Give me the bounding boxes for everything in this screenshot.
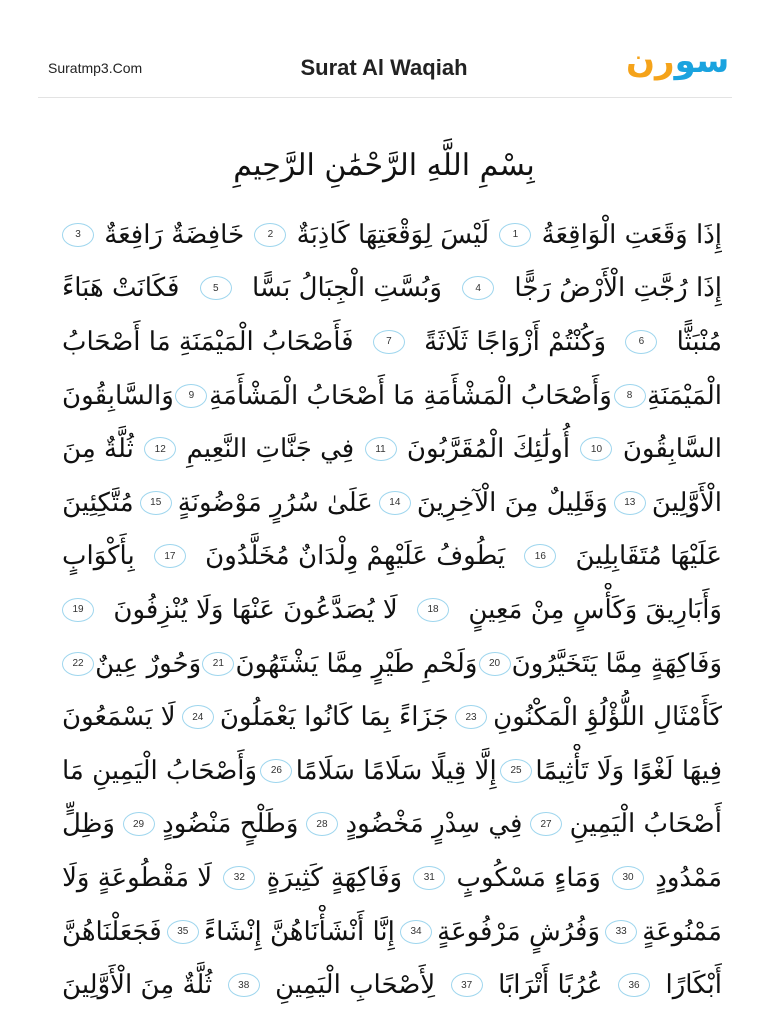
verse-text: وَطَلْحٍ مَنْضُودٍ <box>162 809 299 840</box>
verse-line <box>62 905 722 959</box>
verse-line <box>62 369 722 423</box>
verse-line <box>62 262 722 316</box>
ayah-number-marker: 38 <box>228 973 260 997</box>
page-header <box>0 0 768 98</box>
verse-text: فَأَصْحَابُ الْمَيْمَنَةِ مَا أَصْحَابُ <box>62 326 354 357</box>
verse-text: إِذَا وَقَعَتِ الْوَاقِعَةُ <box>541 219 722 250</box>
verse-text: ثُلَّةٌ مِنَ <box>62 434 134 465</box>
verse-text: إِذَا رُجَّتِ الْأَرْضُ رَجًّا <box>514 273 722 304</box>
verse-text: مُتَّكِئِينَ <box>62 487 134 518</box>
ayah-number-marker: 16 <box>524 544 556 568</box>
verse-text: مُنْبَثًّا <box>676 326 722 357</box>
ayah-number-marker: 33 <box>605 920 637 944</box>
verse-text: أُولَٰئِكَ الْمُقَرَّبُونَ <box>406 434 571 465</box>
verse-text: وَبُسَّتِ الْجِبَالُ بَسًّا <box>251 273 442 304</box>
verse-text: فَجَعَلْنَاهُنَّ <box>62 916 162 947</box>
verse-text: فِي جَنَّاتِ النَّعِيمِ <box>186 434 355 465</box>
ayah-number-marker: 5 <box>200 276 232 300</box>
basmala: بِسْمِ اللَّهِ الرَّحْمَٰنِ الرَّحِيمِ <box>233 148 535 183</box>
verse-text: إِنَّا أَنْشَأْنَاهُنَّ إِنْشَاءً <box>203 916 395 947</box>
verse-text: السَّابِقُونَ <box>622 434 722 465</box>
verse-text: لَا يُصَدَّعُونَ عَنْهَا وَلَا يُنْزِفُونَ <box>113 594 398 625</box>
verse-text: يَطُوفُ عَلَيْهِمْ وِلْدَانٌ مُخَلَّدُونَ <box>205 541 506 572</box>
ayah-number-marker: 25 <box>500 759 532 783</box>
verse-text: لَا يَسْمَعُونَ <box>62 702 176 733</box>
ayah-number-marker: 3 <box>62 223 94 247</box>
verse-line <box>62 798 722 852</box>
ayah-number-marker: 36 <box>618 973 650 997</box>
verse-text: مَمْنُوعَةٍ <box>642 916 722 947</box>
ayah-number-marker: 31 <box>413 866 445 890</box>
verse-text: أَصْحَابُ الْيَمِينِ <box>569 809 722 840</box>
verse-text: وَلَحْمِ طَيْرٍ مِمَّا يَشْتَهُونَ <box>235 648 478 679</box>
verse-line <box>62 637 722 691</box>
ayah-number-marker: 22 <box>62 652 94 676</box>
verse-text: فِيهَا لَغْوًا وَلَا تَأْثِيمًا <box>535 755 722 786</box>
verse-text: وَظِلٍّ <box>62 809 115 840</box>
verse-text: الْمَيْمَنَةِ <box>647 380 722 411</box>
logo-text-a: سو <box>674 41 730 81</box>
verse-text: فِي سِدْرٍ مَخْضُودٍ <box>345 809 523 840</box>
ayah-number-marker: 1 <box>499 223 531 247</box>
verse-line <box>62 422 722 476</box>
ayah-number-marker: 28 <box>306 812 338 836</box>
site-name[interactable]: Suratmp3.Com <box>48 60 143 76</box>
ayah-number-marker: 12 <box>144 437 176 461</box>
verse-text: وَفَاكِهَةٍ كَثِيرَةٍ <box>266 862 403 893</box>
verse-text: الْأَوَّلِينَ <box>651 487 722 518</box>
verse-line <box>62 315 722 369</box>
verse-text: وَكُنْتُمْ أَزْوَاجًا ثَلَاثَةً <box>424 326 607 357</box>
ayah-number-marker: 11 <box>365 437 397 461</box>
verse-text: وَأَصْحَابُ الْمَشْأَمَةِ مَا أَصْحَابُ الْمَشْأَمَةِ <box>209 380 612 411</box>
verse-text: عُرُبًا أَتْرَابًا <box>498 970 603 1001</box>
ayah-number-marker: 18 <box>417 598 449 622</box>
verse-text: بِأَكْوَابٍ <box>62 541 135 572</box>
verse-text: وَالسَّابِقُونَ <box>62 380 174 411</box>
verse-line <box>62 530 722 584</box>
verse-text: أَبْكَارًا <box>665 970 722 1001</box>
verse-text: لَا مَقْطُوعَةٍ وَلَا <box>62 862 213 893</box>
verse-text: كَأَمْثَالِ اللُّؤْلُؤِ الْمَكْنُونِ <box>493 702 722 733</box>
ayah-number-marker: 4 <box>462 276 494 300</box>
logo-text-b: رن <box>626 41 675 81</box>
ayah-number-marker: 21 <box>202 652 234 676</box>
page-title: Surat Al Waqiah <box>300 55 468 80</box>
ayah-number-marker: 13 <box>614 491 646 515</box>
site-logo[interactable] <box>626 41 730 81</box>
verse-line <box>62 744 722 798</box>
verse-text: فَكَانَتْ هَبَاءً <box>62 273 180 304</box>
ayah-number-marker: 23 <box>455 705 487 729</box>
ayah-number-marker: 32 <box>223 866 255 890</box>
verse-line <box>62 958 722 1012</box>
verse-text: إِلَّا قِيلًا سَلَامًا سَلَامًا <box>295 755 497 786</box>
ayah-number-marker: 17 <box>154 544 186 568</box>
ayah-number-marker: 30 <box>612 866 644 890</box>
verse-text: وَأَبَارِيقَ وَكَأْسٍ مِنْ مَعِينٍ <box>468 594 722 625</box>
verse-text: وَحُورٌ عِينٌ <box>95 648 202 679</box>
verse-line <box>62 208 722 262</box>
ayah-number-marker: 14 <box>379 491 411 515</box>
ayah-number-marker: 15 <box>140 491 172 515</box>
ayah-number-marker: 10 <box>580 437 612 461</box>
verse-line <box>62 851 722 905</box>
ayah-number-marker: 29 <box>123 812 155 836</box>
ayah-number-marker: 34 <box>400 920 432 944</box>
verse-text: وَأَصْحَابُ الْيَمِينِ مَا <box>62 755 258 786</box>
verse-line <box>62 583 722 637</box>
verses-block <box>62 208 722 1012</box>
verse-text: عَلَيْهَا مُتَقَابِلِينَ <box>575 541 722 572</box>
verse-text: وَقَلِيلٌ مِنَ الْآخِرِينَ <box>416 487 608 518</box>
verse-line <box>62 690 722 744</box>
ayah-number-marker: 2 <box>254 223 286 247</box>
ayah-number-marker: 7 <box>373 330 405 354</box>
verse-text: ثُلَّةٌ مِنَ الْأَوَّلِينَ <box>62 970 213 1001</box>
ayah-number-marker: 26 <box>260 759 292 783</box>
ayah-number-marker: 37 <box>451 973 483 997</box>
header-divider <box>38 97 732 98</box>
verse-text: وَفَاكِهَةٍ مِمَّا يَتَخَيَّرُونَ <box>511 648 722 679</box>
verse-line <box>62 476 722 530</box>
ayah-number-marker: 27 <box>530 812 562 836</box>
verse-text: عَلَىٰ سُرُرٍ مَوْضُونَةٍ <box>177 487 373 518</box>
verse-text: لَيْسَ لِوَقْعَتِهَا كَاذِبَةٌ <box>296 219 490 250</box>
verse-text: وَفُرُشٍ مَرْفُوعَةٍ <box>437 916 601 947</box>
ayah-number-marker: 24 <box>182 705 214 729</box>
ayah-number-marker: 8 <box>614 384 646 408</box>
verse-text: خَافِضَةٌ رَافِعَةٌ <box>104 219 245 250</box>
ayah-number-marker: 9 <box>175 384 207 408</box>
verse-text: جَزَاءً بِمَا كَانُوا يَعْمَلُونَ <box>219 702 449 733</box>
ayah-number-marker: 35 <box>167 920 199 944</box>
verse-text: مَمْدُودٍ <box>655 862 722 893</box>
ayah-number-marker: 20 <box>479 652 511 676</box>
verse-text: لِأَصْحَابِ الْيَمِينِ <box>275 970 436 1001</box>
verse-text: وَمَاءٍ مَسْكُوبٍ <box>456 862 601 893</box>
ayah-number-marker: 19 <box>62 598 94 622</box>
ayah-number-marker: 6 <box>625 330 657 354</box>
